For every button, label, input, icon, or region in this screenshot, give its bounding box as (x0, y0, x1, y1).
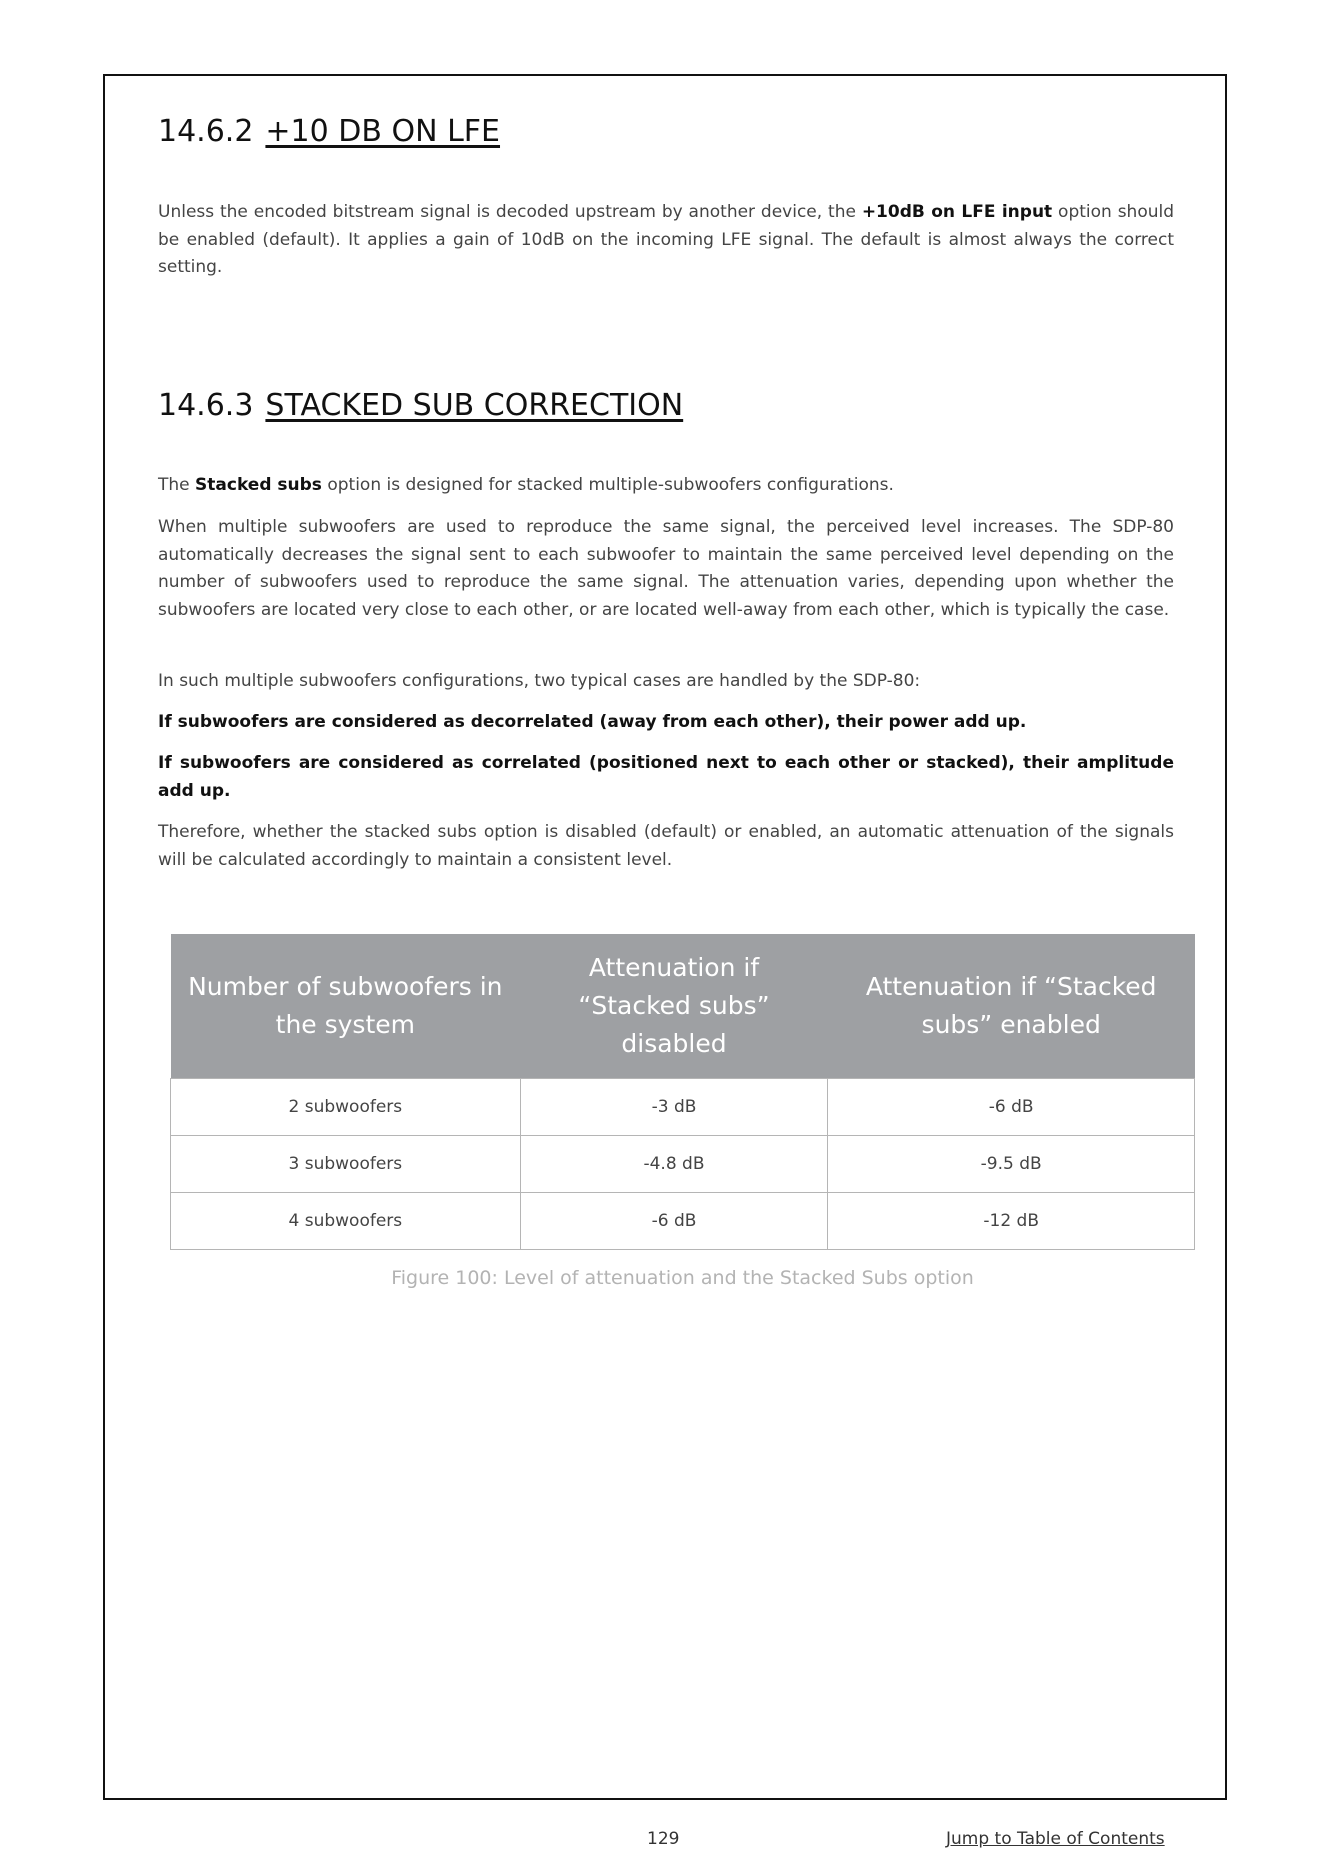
stacked-intro-paragraph (158, 472, 1174, 500)
table-cell: -12 dB (828, 1193, 1195, 1250)
figure-caption: Figure 100: Level of attenuation and the Stacked Subs option (391, 1267, 974, 1289)
table-cell: -9.5 dB (828, 1136, 1195, 1193)
section-title: +10 DB ON LFE (265, 114, 501, 149)
table-cell: -3 dB (520, 1079, 828, 1136)
correlated-case: If subwoofers are considered as correlated (positioned next to each other or stacked), their amplitude add up. (158, 753, 1174, 801)
table-row (171, 1136, 1195, 1193)
table-cell: -6 dB (520, 1193, 828, 1250)
stacked-explanation-paragraph: When multiple subwoofers are used to reproduce the same signal, the perceived level increases. The SDP-80 automatically decreases the signal sent to each subwoofer to maintain the same perceived level depending on the number of subwoofers used to reproduce the same signal. The attenuation varies, depending upon whether the subwoofers are located very close to each other, or are located well-away from each other, which is typically the case. (158, 517, 1174, 620)
option-name-stacked: Stacked subs (195, 475, 322, 495)
toc-link[interactable]: Jump to Table of Contents (946, 1829, 1165, 1849)
table-cell: 2 subwoofers (171, 1079, 521, 1136)
section-number: 14.6.3 (158, 388, 254, 423)
table-cell: 4 subwoofers (171, 1193, 521, 1250)
table-header-row (171, 934, 1195, 1079)
table-row (171, 1193, 1195, 1250)
text-span: The (158, 475, 196, 495)
section-heading-lfe (158, 114, 500, 149)
text-span: option should be enabled (default). It applies a gain of 10dB on the incoming LFE signal. The default is almost always the correct setting. (158, 202, 1175, 277)
section-heading-stacked (158, 388, 683, 423)
text-span: Unless the encoded bitstream signal is decoded upstream by another device, the (158, 202, 862, 222)
text-span: option is designed for stacked multiple-subwoofers configurations. (321, 475, 894, 495)
attenuation-table (170, 934, 1195, 1250)
option-name-lfe: +10dB on LFE input (861, 202, 1053, 222)
table-header-cell: Attenuation if “Stacked subs” enabled (828, 934, 1195, 1079)
table-header-cell: Number of subwoofers in the system (171, 934, 521, 1079)
section-number: 14.6.2 (158, 114, 254, 149)
table-cell: -6 dB (828, 1079, 1195, 1136)
cases-intro-paragraph: In such multiple subwoofers configurations, two typical cases are handled by the SDP-80: (158, 671, 921, 691)
table-cell: 3 subwoofers (171, 1136, 521, 1193)
page-number: 129 (647, 1829, 680, 1849)
lfe-paragraph (158, 199, 1174, 282)
conclusion-paragraph: Therefore, whether the stacked subs option is disabled (default) or enabled, an automatic attenuation of the signals will be calculated accordingly to maintain a consistent level. (158, 822, 1174, 870)
section-title: STACKED SUB CORRECTION (265, 388, 684, 423)
table-header-cell: Attenuation if “Stacked subs” disabled (520, 934, 828, 1079)
table-cell: -4.8 dB (520, 1136, 828, 1193)
decorrelated-case: If subwoofers are considered as decorrelated (away from each other), their power add up. (158, 712, 1027, 732)
table-row (171, 1079, 1195, 1136)
